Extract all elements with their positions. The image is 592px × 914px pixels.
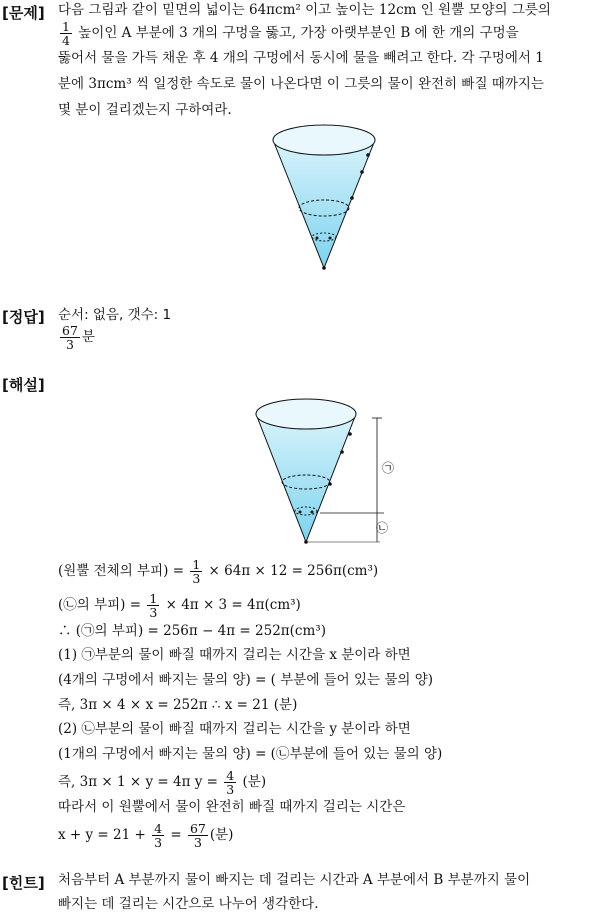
solution-line-2: (㉡의 부피) = $\frac{1}{3}$ × 4π × 3 = 4π(cm³)	[58, 591, 301, 620]
problem-label: [문제]	[2, 4, 45, 22]
problem-line-4: 분에 3πcm³ 씩 일정한 속도로 물이 나온다면 이 그릇의 물이 완전히 빠질 때까지는	[58, 76, 544, 92]
problem-cone-diagram	[268, 122, 383, 274]
answer-label: [정답]	[2, 308, 45, 326]
solution-line-10: 따라서 이 원뿔에서 물이 완전히 빠질 때까지 걸리는 시간은	[58, 799, 406, 815]
problem-line-3: 뚫어서 물을 가득 채운 후 4 개의 구멍에서 동시에 물을 빼려고 한다. 각 구멍에서 1	[58, 50, 544, 66]
problem-line-5: 몇 분이 걸리겠는지 구하여라.	[58, 102, 232, 118]
diagram-label-upper: ㉠	[382, 461, 395, 475]
problem-line-2: $\frac{1}{4}$ 높이인 A 부분에 3 개의 구멍을 뚫고, 가장 아랫부분인 B 에 한 개의 구멍을	[62, 19, 519, 48]
solution-line-3: ∴ (㉠의 부피) = 256π − 4π = 252π(cm³)	[58, 623, 326, 639]
diagram-label-lower: ㉡	[376, 521, 389, 535]
solution-line-1: (원뿔 전체의 부피) = $\frac{1}{3}$ × 64π × 12 = 256π(cm³)	[58, 557, 379, 586]
solution-line-7: (2) ㉡부분의 물이 빠질 때까지 걸리는 시간을 y 분이라 하면	[58, 721, 411, 737]
answer-value: $\frac{67}{3}$ 분	[62, 323, 95, 352]
solution-line-8: (1개의 구멍에서 빠지는 물의 양) = (㉡부분에 들어 있는 물의 양)	[58, 746, 443, 762]
problem-fraction: $\frac{1}{4}$	[62, 19, 70, 48]
answer-line-1: 순서: 없음, 갯수: 1	[58, 307, 172, 323]
solution-line-5: (4개의 구멍에서 빠지는 물의 양) = ( 부분에 들어 있는 물의 양)	[58, 672, 434, 688]
solution-line-11: x + y = 21 + $\frac{4}{3}$ = $\frac{67}{3}$ (분)	[58, 821, 234, 850]
hint-label: [힌트]	[2, 874, 45, 892]
solution-line-6: 즉, 3π × 4 × x = 252π ∴ x = 21 (분)	[58, 697, 298, 713]
hint-line-2: 빠지는 데 걸리는 시간으로 나누어 생각한다.	[58, 896, 319, 912]
hint-line-1: 처음부터 A 부분까지 물이 빠지는 데 걸리는 시간과 A 부분에서 B 부분까지 물이	[58, 872, 531, 888]
solution-line-9: 즉, 3π × 1 × y = 4π y = $\frac{4}{3}$ (분)	[58, 768, 267, 797]
solution-line-4: (1) ㉠부분의 물이 빠질 때까지 걸리는 시간을 x 분이라 하면	[58, 647, 411, 663]
problem-line-1: 다음 그림과 같이 밑면의 넓이는 64πcm² 이고 높이는 12cm 인 원뿔 모양의 그릇의	[58, 2, 551, 18]
solution-label: [해설]	[2, 376, 45, 394]
